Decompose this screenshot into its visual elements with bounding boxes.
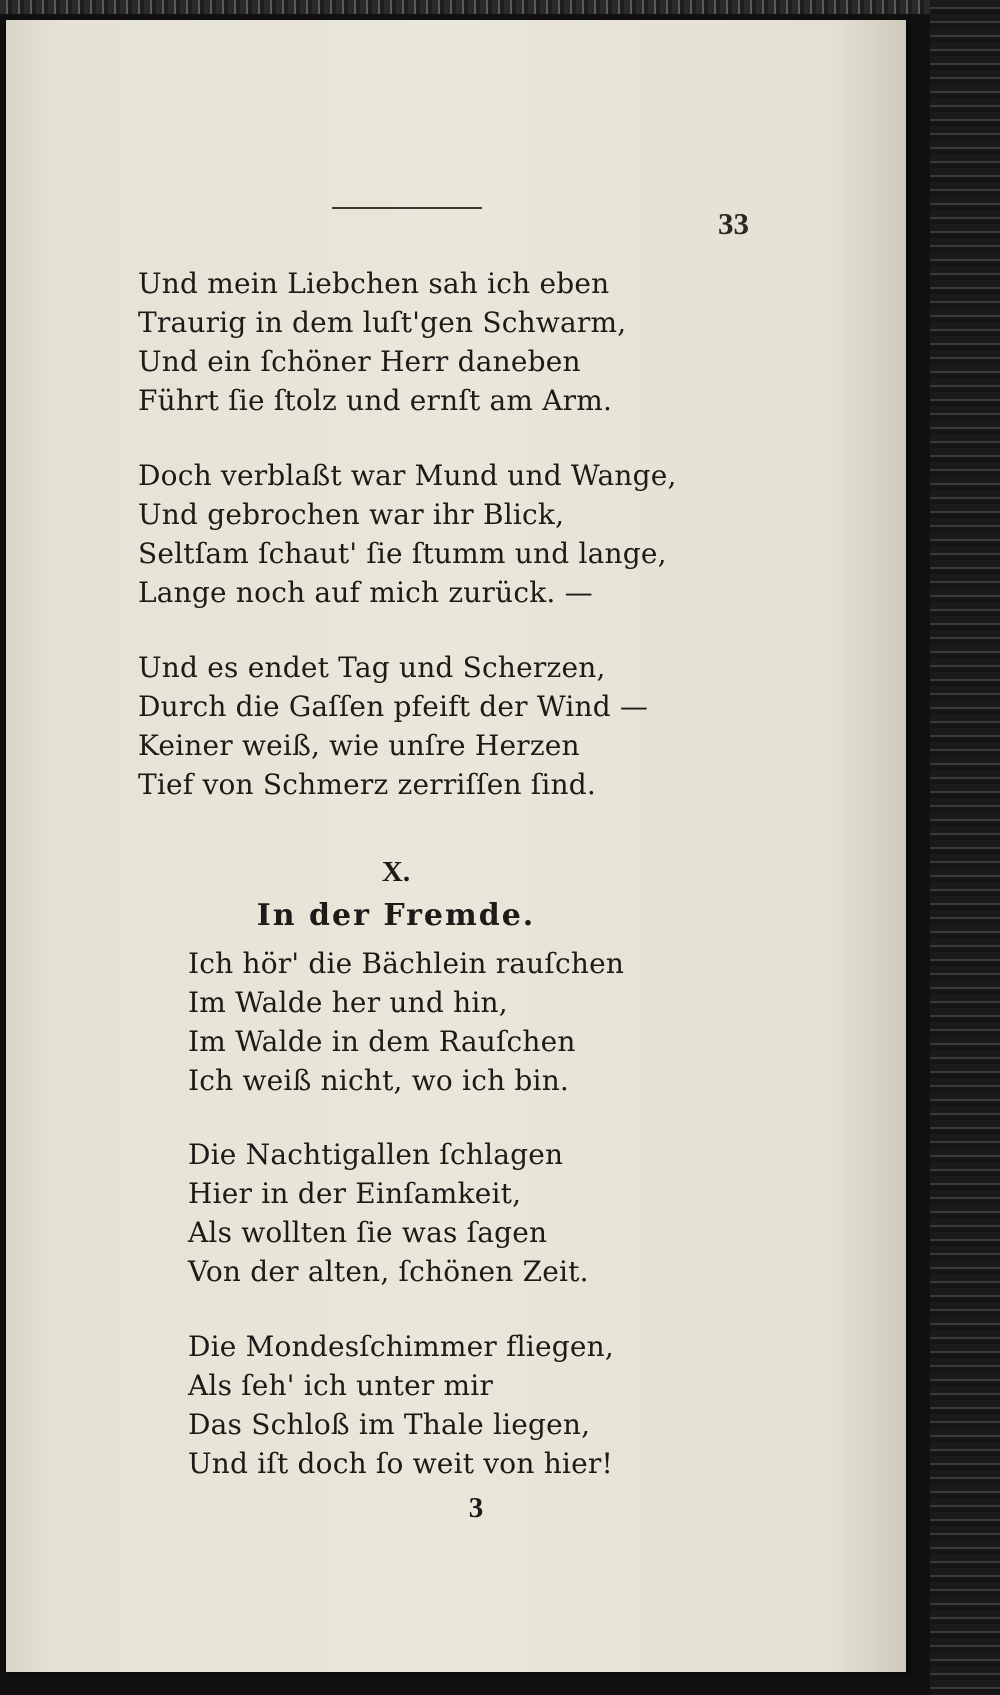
verse-line: Hier in der Einſamkeit, xyxy=(188,1177,522,1210)
header-rule xyxy=(332,207,482,209)
verse-line: Und ein ſchöner Herr daneben xyxy=(138,345,581,378)
verse-line: Und mein Liebchen sah ich eben xyxy=(138,267,610,300)
verse-line: Die Mondesſchimmer fliegen, xyxy=(188,1330,614,1363)
verse-line: Als ſeh' ich unter mir xyxy=(188,1369,494,1402)
verse-line: Führt ſie ſtolz und ernſt am Arm. xyxy=(138,384,613,417)
verse-line: Traurig in dem luſt'gen Schwarm, xyxy=(138,306,627,339)
verse-line: Doch verblaßt war Mund und Wange, xyxy=(138,459,677,492)
book-page xyxy=(6,20,906,1672)
verse-line: Im Walde her und hin, xyxy=(188,986,508,1019)
verse-line: Keiner weiß, wie unſre Herzen xyxy=(138,729,580,762)
verse-line: Tief von Schmerz zerriſſen ſind. xyxy=(138,768,596,801)
verse-line: Und es endet Tag und Scherzen, xyxy=(138,651,606,684)
scan-frame-top xyxy=(0,0,1000,14)
verse-line: Im Walde in dem Rauſchen xyxy=(188,1025,576,1058)
poem-title: In der Fremde. xyxy=(256,898,536,933)
verse-line: Seltſam ſchaut' ſie ſtumm und lange, xyxy=(138,537,667,570)
stanza-x-1 xyxy=(188,944,624,1100)
verse-line: Die Nachtigallen ſchlagen xyxy=(188,1138,564,1171)
verse-line: Ich weiß nicht, wo ich bin. xyxy=(188,1064,570,1097)
scan-frame-right xyxy=(930,0,1000,1695)
verse-line: Durch die Gaſſen pfeift der Wind — xyxy=(138,690,649,723)
stanza-x-2 xyxy=(188,1135,589,1291)
verse-line: Und gebrochen war ihr Blick, xyxy=(138,498,565,531)
poem-number: X. xyxy=(381,856,411,888)
verse-line: Lange noch auf mich zurück. — xyxy=(138,576,593,609)
stanza-x-3 xyxy=(188,1327,614,1483)
verse-line: Von der alten, ſchönen Zeit. xyxy=(188,1255,589,1288)
page-number: 33 xyxy=(718,206,749,241)
verse-line: Ich hör' die Bächlein rauſchen xyxy=(188,947,625,980)
stanza-continued-3 xyxy=(138,648,648,804)
verse-line: Das Schloß im Thale liegen, xyxy=(188,1408,591,1441)
verse-line: Als wollten ſie was ſagen xyxy=(188,1216,548,1249)
verse-line: Und iſt doch ſo weit von hier! xyxy=(188,1447,613,1480)
stanza-continued-1 xyxy=(138,264,626,420)
stanza-continued-2 xyxy=(138,456,677,612)
signature-mark: 3 xyxy=(468,1492,484,1524)
